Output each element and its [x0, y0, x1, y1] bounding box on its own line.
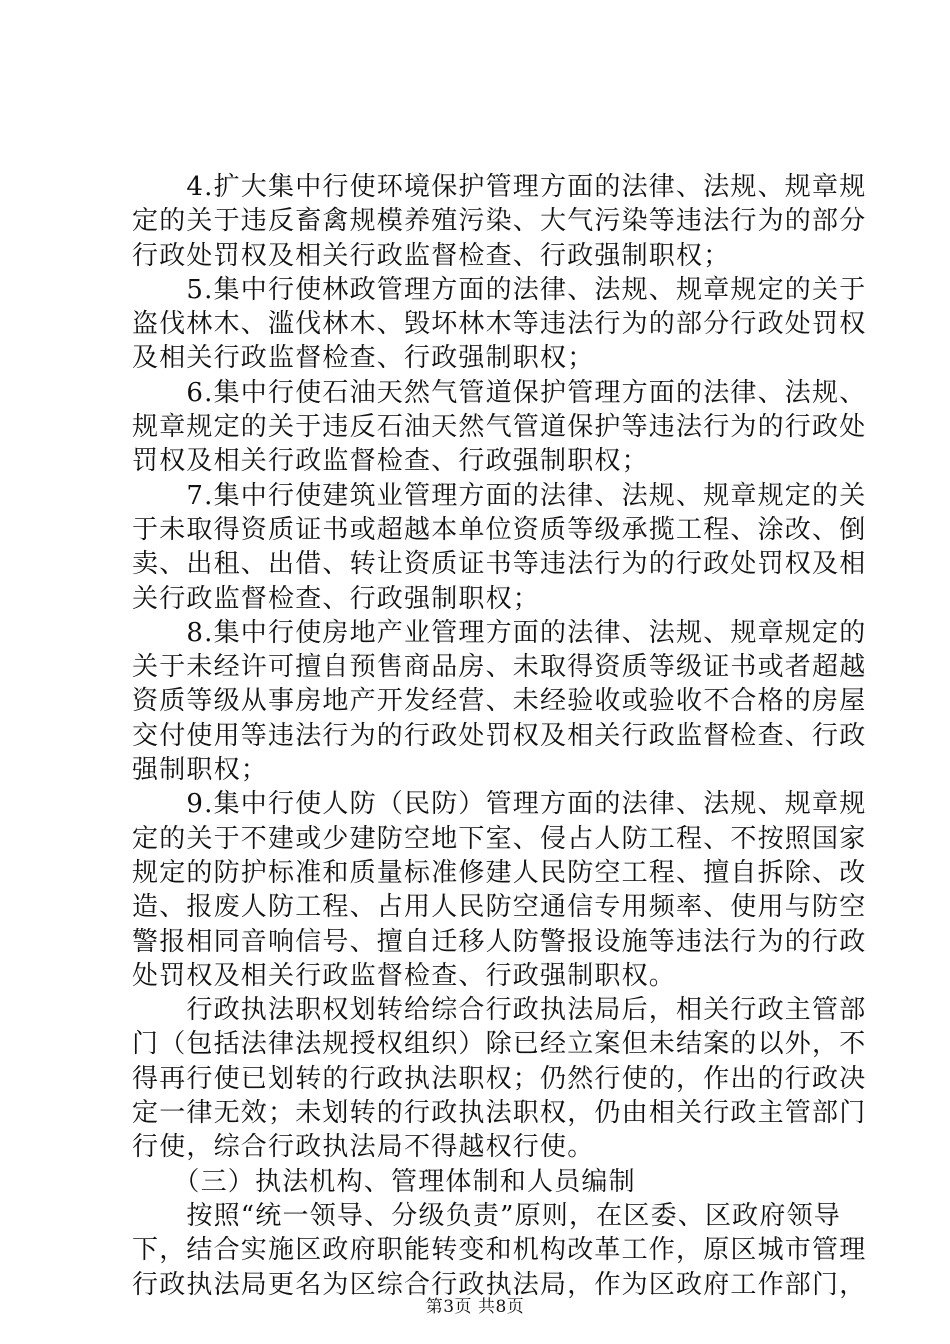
text-line: 关行政监督检查、行政强制职权；: [132, 583, 541, 614]
text-line: 行使，综合行政执法局不得越权行使。: [132, 1132, 595, 1163]
text-line: 造、报废人防工程、占用人民防空通信专用频率、使用与防空: [132, 892, 867, 923]
text-line: 资质等级从事房地产开发经营、未经验收或验收不合格的房屋: [132, 686, 867, 717]
text-line: （三）执法机构、管理体制和人员编制: [132, 1166, 636, 1197]
text-line: 规章规定的关于违反石油天然气管道保护等违法行为的行政处: [132, 412, 867, 443]
document-body: [132, 170, 867, 1302]
text-line: 行政处罚权及相关行政监督检查、行政强制职权；: [132, 240, 731, 271]
text-line: 交付使用等违法行为的行政处罚权及相关行政监督检查、行政: [132, 720, 867, 751]
text-line: 按照“统一领导、分级负责”原则，在区委、区政府领导: [132, 1200, 841, 1231]
text-line: 定一律无效；未划转的行政执法职权，仍由相关行政主管部门: [132, 1098, 867, 1129]
text-line: 处罚权及相关行政监督检查、行政强制职权。: [132, 960, 677, 991]
text-line: 门（包括法律法规授权组织）除已经立案但未结案的以外，不: [132, 1029, 867, 1060]
text-line: 得再行使已划转的行政执法职权；仍然行使的，作出的行政决: [132, 1063, 867, 1094]
text-line: 罚权及相关行政监督检查、行政强制职权；: [132, 446, 649, 477]
text-line: 行政执法局更名为区综合行政执法局，作为区政府工作部门，: [132, 1269, 867, 1300]
text-line: 5.集中行使林政管理方面的法律、法规、规章规定的关于: [132, 274, 867, 305]
text-line: 7.集中行使建筑业管理方面的法律、法规、规章规定的关: [132, 480, 867, 511]
text-line: 9.集中行使人防（民防）管理方面的法律、法规、规章规: [132, 789, 867, 820]
text-line: 下，结合实施区政府职能转变和机构改革工作，原区城市管理: [132, 1235, 867, 1266]
text-line: 行政执法职权划转给综合行政执法局后，相关行政主管部: [132, 995, 867, 1026]
text-line: 盗伐林木、滥伐林木、毁坏林木等违法行为的部分行政处罚权: [132, 309, 867, 340]
text-line: 关于未经许可擅自预售商品房、未取得资质等级证书或者超越: [132, 652, 867, 683]
text-line: 卖、出租、出借、转让资质证书等违法行为的行政处罚权及相: [132, 549, 867, 580]
text-line: 定的关于违反畜禽规模养殖污染、大气污染等违法行为的部分: [132, 206, 867, 237]
text-line: 及相关行政监督检查、行政强制职权；: [132, 343, 595, 374]
text-line: 警报相同音响信号、擅自迁移人防警报设施等违法行为的行政: [132, 926, 867, 957]
text-line: 规定的防护标准和质量标准修建人民防空工程、擅自拆除、改: [132, 857, 867, 888]
text-line: 于未取得资质证书或超越本单位资质等级承揽工程、涂改、倒: [132, 514, 867, 545]
page-footer: 第3页 共8页: [425, 1297, 525, 1317]
text-line: 6.集中行使石油天然气管道保护管理方面的法律、法规、: [132, 377, 867, 408]
text-line: 定的关于不建或少建防空地下室、侵占人防工程、不按照国家: [132, 823, 867, 854]
text-line: 4.扩大集中行使环境保护管理方面的法律、法规、规章规: [132, 172, 867, 202]
text-line: 8.集中行使房地产业管理方面的法律、法规、规章规定的: [132, 617, 867, 648]
text-line: 强制职权；: [132, 755, 269, 786]
